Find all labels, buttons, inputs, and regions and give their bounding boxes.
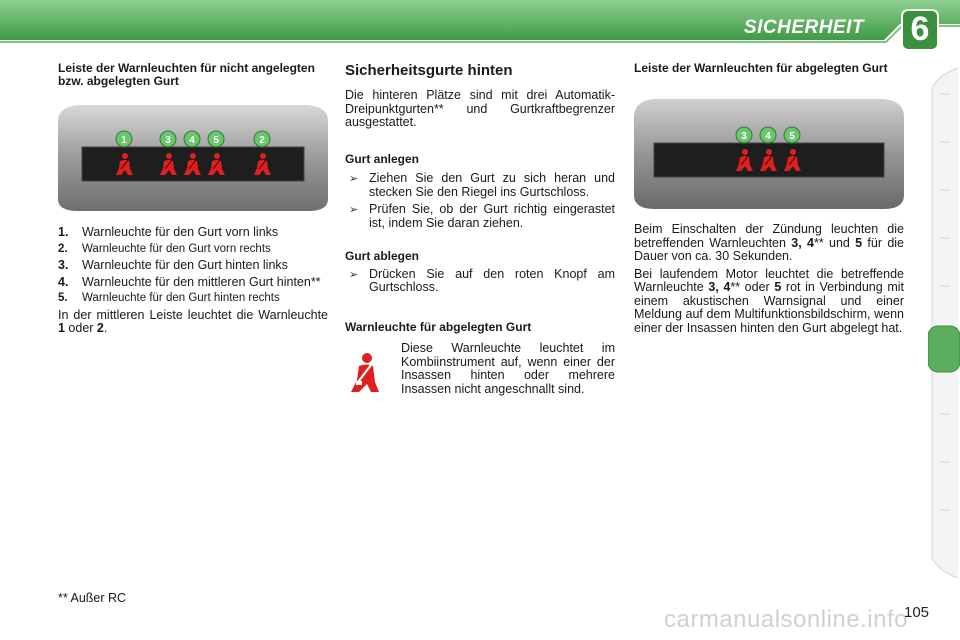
lamp-number-label: 5 xyxy=(789,131,795,142)
warning-text: Diese Warnleuchte leuchtet im Kombiinstrument auf, wenn einer der Insassen hinten oder mehrere Insassen nicht angeschnallt sind. xyxy=(401,341,615,396)
list-num: 4. xyxy=(58,274,69,289)
middle-strip-note xyxy=(58,309,328,336)
list-item xyxy=(345,172,615,199)
bullet-arrow-icon: ➢ xyxy=(349,203,359,216)
list-text: Warnleuchte für den Gurt hinten rechts xyxy=(82,292,280,304)
lamp-number-label: 1 xyxy=(121,135,127,146)
seatbelt-warning-icon xyxy=(345,342,401,400)
unfasten-heading: Gurt ablegen xyxy=(345,249,420,263)
footnote: ** Außer RC xyxy=(58,591,127,605)
chapter-title: SICHERHEIT xyxy=(743,17,864,38)
list-item xyxy=(345,203,615,230)
warning-lamp-panel-front xyxy=(58,101,328,215)
bullet-arrow-icon: ➢ xyxy=(349,267,359,281)
list-num: 2. xyxy=(58,242,68,255)
right-heading: Leiste der Warnleuchten für abgelegten Gurt xyxy=(634,61,888,75)
list-num: 5. xyxy=(58,292,68,304)
para-text: für die Dauer von ca. 30 Sekunden. xyxy=(634,235,905,263)
lamp-number-label: 5 xyxy=(213,135,219,146)
section-title: Sicherheitsgurte hinten xyxy=(345,62,513,79)
middle-column xyxy=(345,62,615,400)
para-bold: 3, 4 xyxy=(791,235,814,250)
para-text: Beim Einschalten der Zündung leuchten die betreffenden Warnleuchten xyxy=(634,222,904,250)
chapter-number: 6 xyxy=(910,10,930,48)
chapter-edge-tabs xyxy=(928,68,960,578)
list-text: Drücken Sie auf den roten Knopf am Gurtschloss. xyxy=(369,266,615,294)
list-text: Warnleuchte für den Gurt hinten links xyxy=(82,258,288,272)
note-text: oder xyxy=(64,321,97,335)
bullet-arrow-icon: ➢ xyxy=(349,172,359,185)
list-item xyxy=(58,292,328,306)
para-bold: 3, 4 xyxy=(708,280,731,294)
list-text: Warnleuchte für den Gurt vorn rechts xyxy=(82,242,271,255)
para-text: ** und xyxy=(813,235,856,250)
lamp-list xyxy=(58,226,328,336)
para-text: ** oder xyxy=(730,280,775,294)
list-num: 3. xyxy=(58,258,69,272)
list-item xyxy=(58,259,328,273)
para-bold: 5 xyxy=(855,235,863,250)
fasten-heading: Gurt anlegen xyxy=(345,151,420,166)
note-bold: 2 xyxy=(96,321,104,335)
warning-lamp-panel-rear xyxy=(634,95,904,213)
list-text: Warnleuchte für den mittleren Gurt hinten** xyxy=(82,274,321,289)
engine-running-paragraph xyxy=(634,268,904,336)
lamp-number-label: 4 xyxy=(189,135,195,146)
warning-heading: Warnleuchte für abgelegten Gurt xyxy=(345,319,532,334)
list-text: Ziehen Sie den Gurt zu sich heran und stecken Sie den Riegel ins Gurtschloss. xyxy=(369,171,615,199)
note-bold: 1 xyxy=(58,321,65,335)
right-text xyxy=(634,223,904,335)
para-text: rot in Verbindung mit einem akustischen Warnsignal und einer Meldung auf dem Multifunktionsbildschirm, wenn einer der Insassen hinten den Gurt abgelegt hat. xyxy=(634,280,904,335)
list-item xyxy=(345,268,615,295)
warning-block xyxy=(345,342,615,400)
intro-text: Die hinteren Plätze sind mit drei Automatik-Dreipunktgurten** und Gurtkraftbegrenzer ausgestattet. xyxy=(345,88,615,129)
right-column xyxy=(634,62,904,75)
list-item xyxy=(58,226,328,240)
left-heading: Leiste der Warnleuchten für nicht angelegten bzw. abgelegten Gurt xyxy=(58,61,315,88)
para-bold: 5 xyxy=(774,280,782,294)
lamp-number-label: 4 xyxy=(765,131,771,142)
para-text: Bei laufendem Motor leuchtet die betreffende Warnleuchte xyxy=(634,266,904,294)
lamp-number-label: 2 xyxy=(259,135,265,146)
list-item xyxy=(58,243,328,257)
list-num: 1. xyxy=(58,225,69,239)
note-text: . xyxy=(103,321,108,335)
note-text: In der mittleren Leiste leuchtet die Warnleuchte xyxy=(58,307,328,322)
ignition-paragraph xyxy=(634,223,904,264)
left-column xyxy=(58,62,328,88)
list-text: Prüfen Sie, ob der Gurt richtig eingerastet ist, indem Sie daran ziehen. xyxy=(369,202,615,230)
list-item xyxy=(58,276,328,290)
lamp-number-label: 3 xyxy=(165,135,171,146)
list-text: Warnleuchte für den Gurt vorn links xyxy=(82,225,279,239)
chapter-header xyxy=(0,0,960,54)
page-number: 105 xyxy=(904,604,930,621)
lamp-number-label: 3 xyxy=(741,131,747,142)
watermark: carmanualsonline.info xyxy=(664,606,908,633)
